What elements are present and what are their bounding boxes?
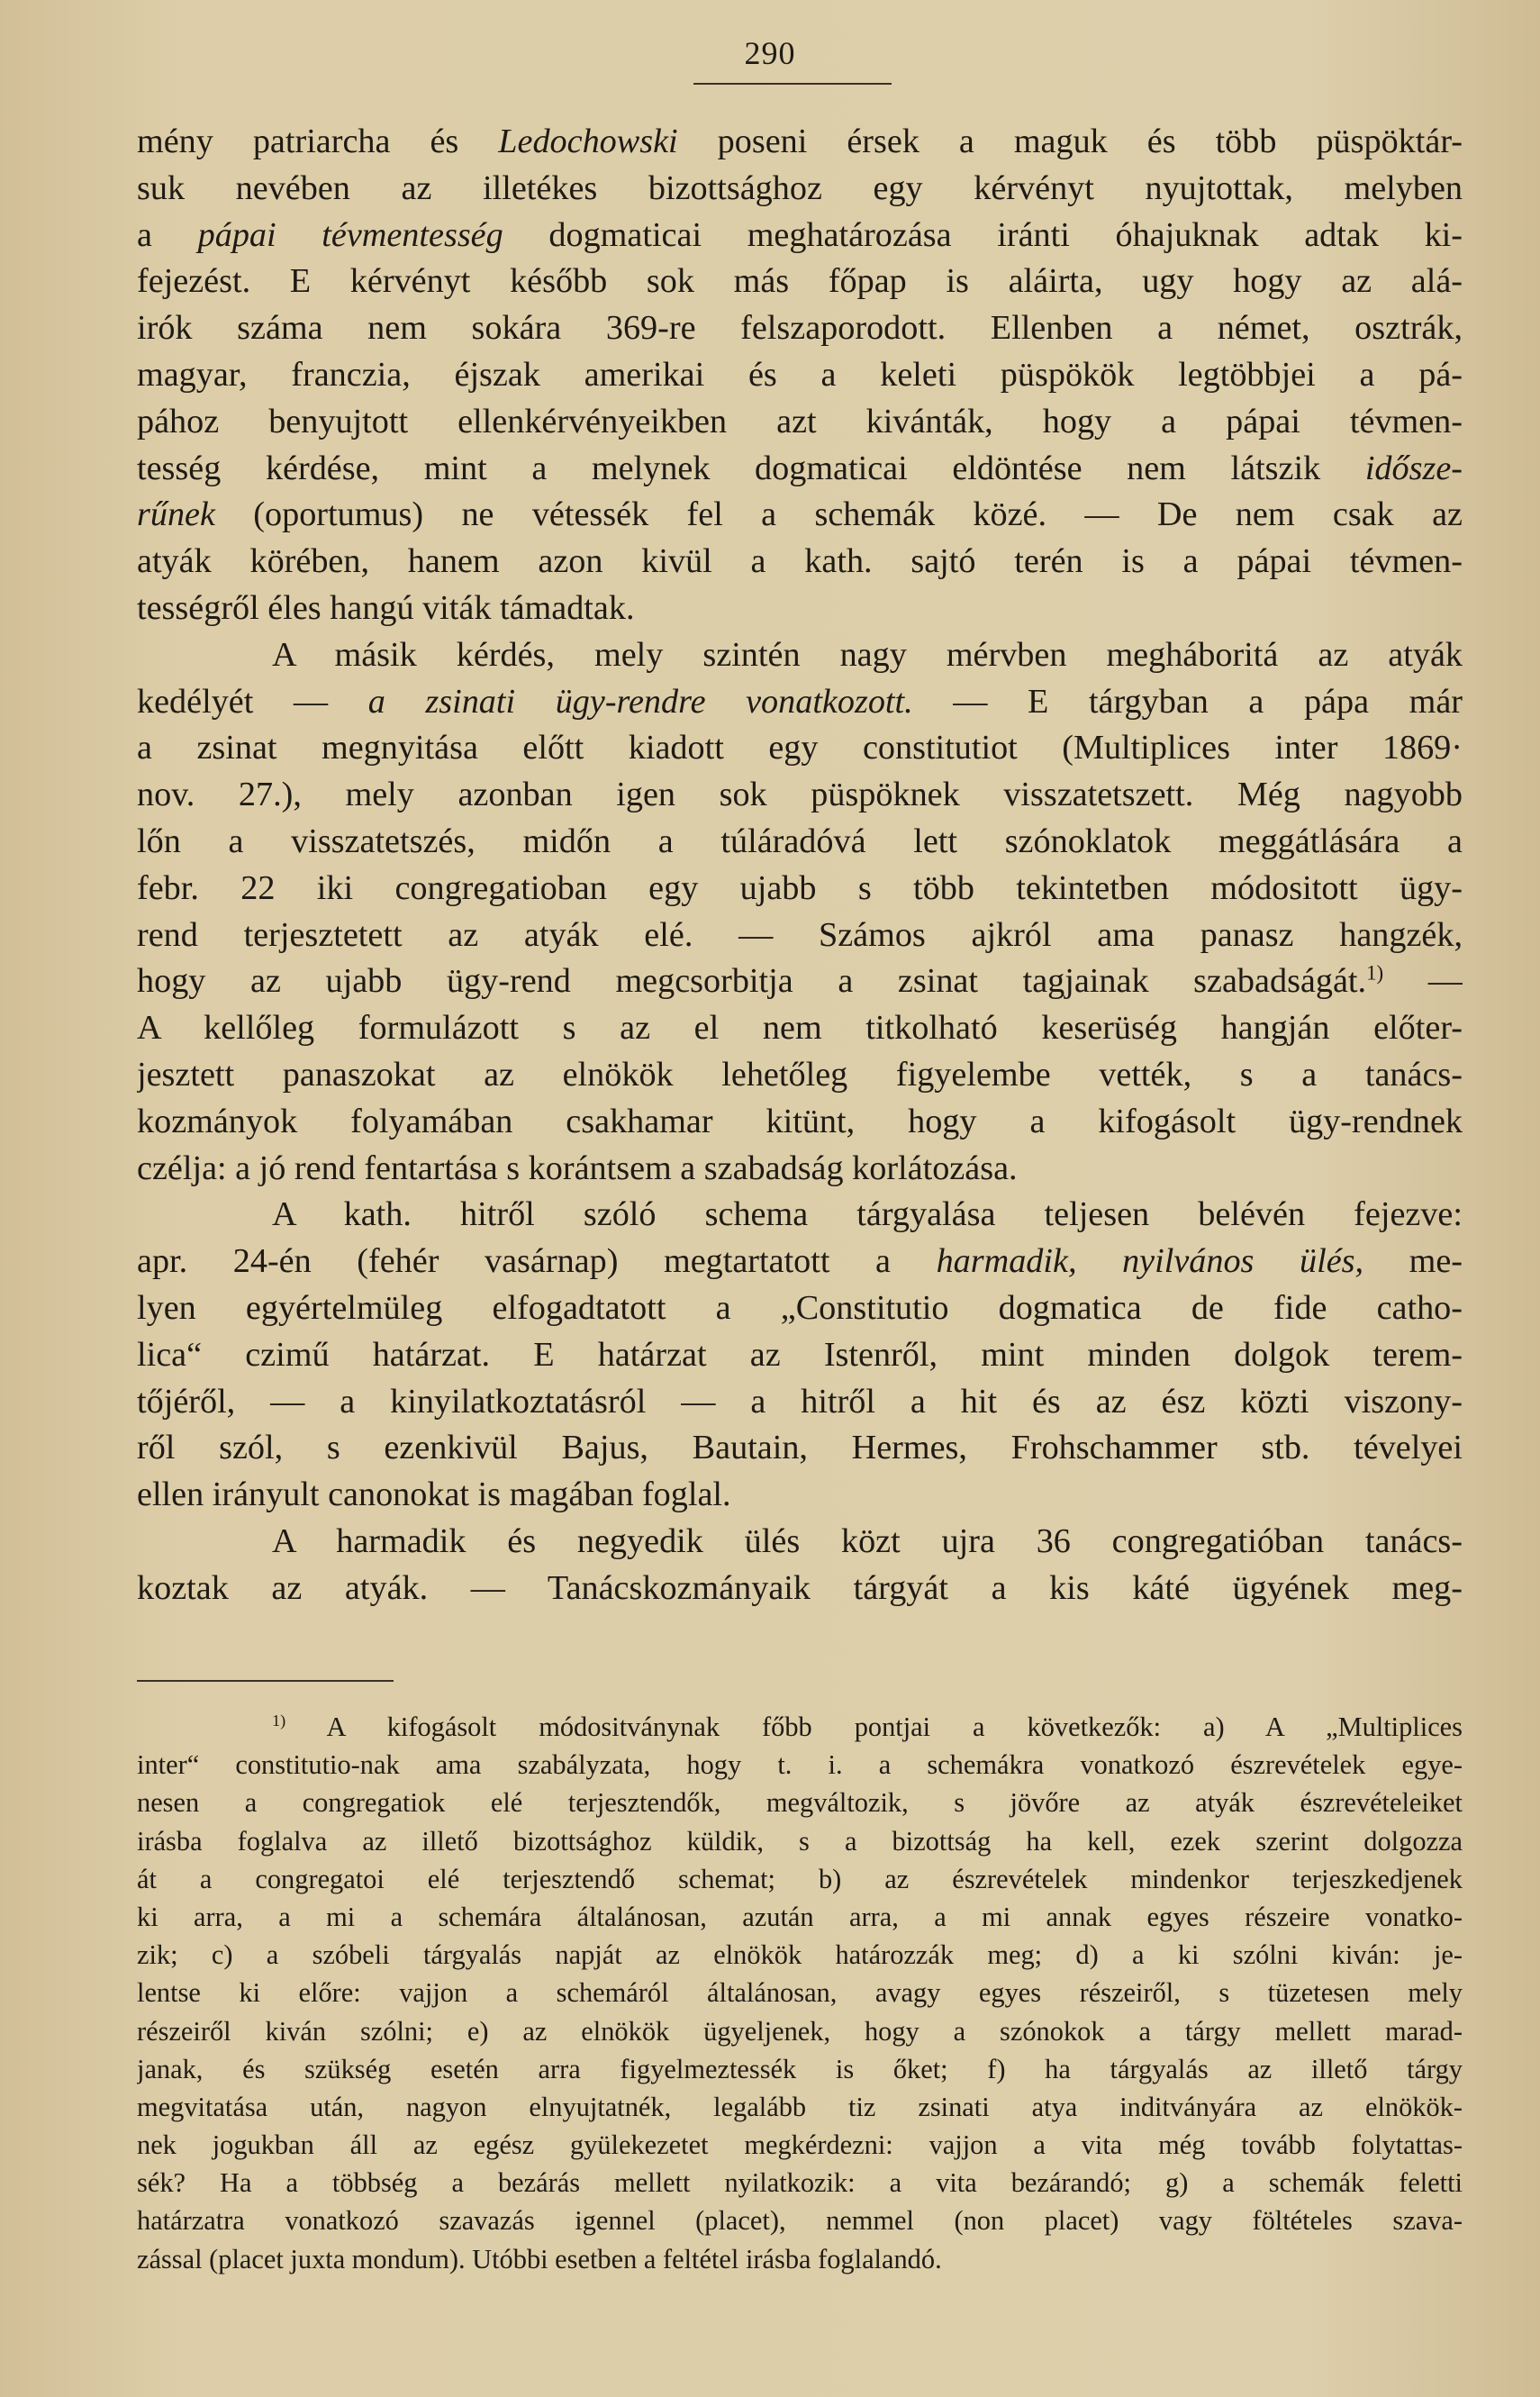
- text-line: a zsinat megnyitása előtt kiadott egy constitutiot (Multiplices inter 1869·: [137, 729, 1463, 767]
- footnote-line: irásba foglalva az illető bizottsághoz küldik, s a bizottság ha kell, ezek szerint dolgozza: [137, 1825, 1463, 1857]
- text-line: lőn a visszatetszés, midőn a túláradóvá lett szónoklatok meggátlására a: [137, 822, 1463, 860]
- footnote-line: határzatra vonatkozó szavazás igennel (placet), nemmel (non placet) vagy föltételes szava-: [137, 2205, 1463, 2237]
- text-line: nov. 27.), mely azonban igen sok püspöknek visszatetszett. Még nagyobb: [137, 776, 1463, 814]
- footnote-reference: 1): [1366, 961, 1384, 985]
- footnote-line: inter“ constitutio-nak ama szabályzata, hogy t. i. a schemákra vonatkozó észrevételek egye-: [137, 1749, 1463, 1781]
- footnote-line: zik; c) a szóbeli tárgyalás napját az elnökök határozzák meg; d) a ki szólni kiván: je-: [137, 1939, 1463, 1971]
- footnote-line: át a congregatoi elé terjesztendő schemat; b) az észrevételek mindenkor terjeszkedjenek: [137, 1863, 1463, 1894]
- text-line: jesztett panaszokat az elnökök lehetőleg figyelembe vették, s a tanács-: [137, 1055, 1463, 1094]
- text-line: czélja: a jó rend fentartása s korántsem a szabadság korlátozása.: [137, 1149, 1018, 1187]
- text-line: tességről éles hangú viták támadtak.: [137, 588, 635, 627]
- footnote-line: [137, 1708, 1463, 1746]
- footnote-line: lentse ki előre: vajjon a schemáról általánosan, avagy egyes részeiről, s tüzetesen mely: [137, 1977, 1463, 2009]
- text-line: tőjéről, — a kinyilatkoztatásról — a hitről a hit és az ész közti viszony-: [137, 1382, 1463, 1421]
- text-line: kedélyét — a zsinati ügy-rendre vonatkozott. — E tárgyban a pápa már: [137, 682, 1463, 721]
- text-line: hogy az ujabb ügy-rend megcsorbitja a zsinat tagjainak szabadságát.$^{1)}$ —: [137, 961, 1463, 1001]
- footnote-line: nesen a congregatiok elé terjesztendők, megváltozik, s jövőre az atyák észrevételeiket: [137, 1787, 1463, 1819]
- text-line: lica“ czimű határzat. E határzat az Istenről, mint minden dolgok terem-: [137, 1335, 1463, 1374]
- footnote-line: megvitatása után, nagyon elnyujtatnék, legalább tiz zsinati atya inditványára az elnökök-: [137, 2091, 1463, 2122]
- footnote-line: sék? Ha a többség a bezárás mellett nyilatkozik: a vita bezárandó; g) a schemák feletti: [137, 2167, 1463, 2199]
- paragraph-start: A harmadik és negyedik ülés közt ujra 36 congregatióban tanács-: [272, 1521, 1463, 1560]
- footnote-mark: 1): [272, 1711, 286, 1730]
- footnote-line: ki arra, a mi a schemára általánosan, azután arra, a mi annak egyes részeire vonatko-: [137, 1901, 1463, 1932]
- text-line: irók száma nem sokára 369-re felszaporodott. Ellenben a német, osztrák,: [137, 309, 1463, 348]
- text-line: ellen irányult canonokat is magában foglal.: [137, 1475, 731, 1514]
- paragraph-start: A másik kérdés, mely szintén nagy mérvben megháboritá az atyák: [272, 635, 1463, 674]
- page-number: 290: [744, 35, 796, 71]
- footnote-text: A kifogásolt módositványnak főbb pontjai a következők: a) A „Multiplices: [326, 1711, 1463, 1742]
- header-rule: [693, 83, 892, 85]
- text-line: febr. 22 iki congregatioban egy ujabb s több tekintetben módositott ügy-: [137, 868, 1463, 907]
- footnote-line: nek jogukban áll az egész gyülekezetet megkérdezni: vajjon a vita még tovább folytattas-: [137, 2129, 1463, 2161]
- text-line: rűnek (oportumus) ne vétessék fel a schemák közé. — De nem csak az: [137, 495, 1463, 534]
- text-line: lyen egyértelmüleg elfogadtatott a „Constitutio dogmatica de fide catho-: [137, 1288, 1463, 1327]
- text-line: ről szól, s ezenkivül Bajus, Bautain, Hermes, Frohschammer stb. tévelyei: [137, 1429, 1463, 1467]
- text-line: magyar, franczia, éjszak amerikai és a keleti püspökök legtöbbjei a pá-: [137, 355, 1463, 394]
- text-line: a pápai tévmentesség dogmaticai meghatározása iránti óhajuknak adtak ki-: [137, 215, 1463, 254]
- text-line: kozmányok folyamában csakhamar kitünt, hogy a kifogásolt ügy-rendnek: [137, 1102, 1463, 1140]
- footnotes: [137, 1708, 1463, 2278]
- paragraph-start: A kath. hitről szóló schema tárgyalása teljesen belévén fejezve:: [272, 1195, 1463, 1234]
- text-line: atyák körében, hanem azon kivül a kath. sajtó terén is a pápai tévmen-: [137, 542, 1463, 581]
- footnote-line: zással (placet juxta mondum). Utóbbi esetben a feltétel irásba foglalandó.: [137, 2243, 942, 2274]
- text-line: apr. 24-én (fehér vasárnap) megtartatott a harmadik, nyilvános ülés, me-: [137, 1242, 1463, 1281]
- text-line: koztak az atyák. — Tanácskozmányaik tárgyát a kis káté ügyének meg-: [137, 1568, 1463, 1607]
- text-line: mény patriarcha és Ledochowski poseni érsek a maguk és több püspöktár-: [137, 123, 1463, 160]
- footnote-rule: [137, 1680, 394, 1682]
- main-text: [137, 119, 1463, 1612]
- footnote-line: részeiről kiván szólni; e) az elnökök ügyeljenek, hogy a szónokok a tárgy mellett marad-: [137, 2015, 1463, 2047]
- text-line: suk nevében az illetékes bizottsághoz egy kérvényt nyujtottak, melyben: [137, 168, 1463, 207]
- text-line: fejezést. E kérvényt később sok más főpap is aláirta, ugy hogy az alá-: [137, 262, 1463, 301]
- text-line: pához benyujtott ellenkérvényeikben azt kivánták, hogy a pápai tévmen-: [137, 402, 1463, 440]
- text-line: tesség kérdése, mint a melynek dogmaticai eldöntése nem látszik idősze-: [137, 449, 1463, 487]
- text-line: A kellőleg formulázott s az el nem titkolható keserüség hangján előter-: [137, 1009, 1463, 1048]
- text-line-content: hogy az ujabb ügy-rend megcsorbitja a zsinat tagjainak szabadságát.: [137, 962, 1367, 1001]
- footnote-line: janak, és szükség esetén arra figyelmeztessék is őket; f) ha tárgyalás az illető tárgy: [137, 2053, 1463, 2084]
- text-line: rend terjesztetett az atyák elé. — Számos ajkról ama panasz hangzék,: [137, 915, 1463, 954]
